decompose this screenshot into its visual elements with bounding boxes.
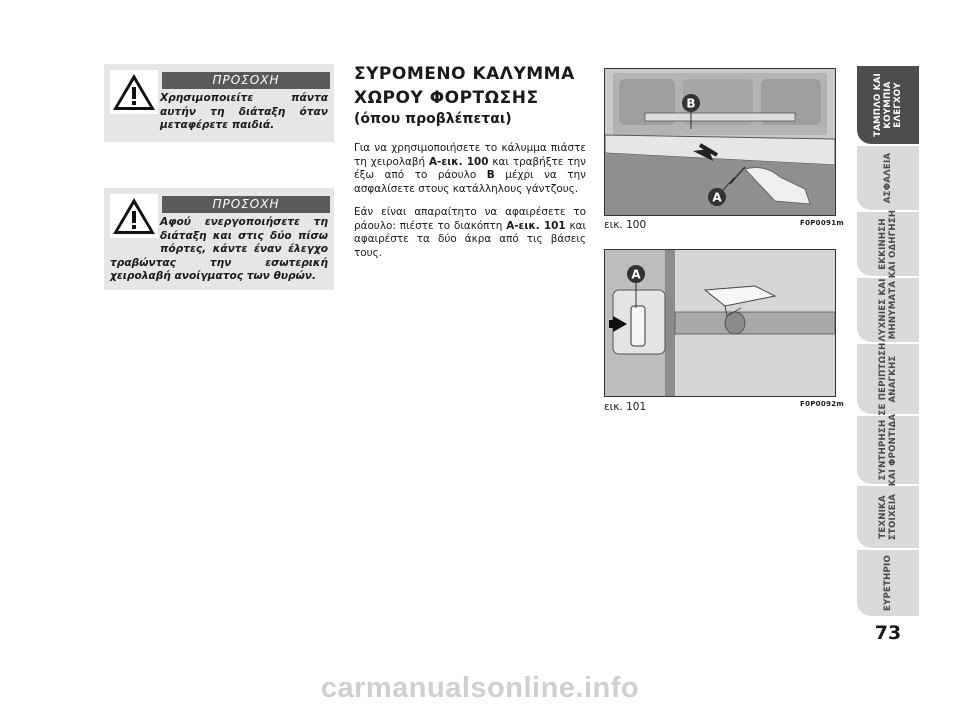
tab-starting-driving[interactable] (857, 209, 919, 279)
cargo-cover-illustration (605, 69, 835, 215)
paragraph-2-text-a: Εάν είναι απαραίτητο να αφαιρέσετε το ράουλο: πιέστε το διακόπτη (354, 206, 586, 232)
tab-maintenance[interactable] (857, 413, 919, 487)
paragraph-1-text-a: Για να χρησιμοποιήσετε το κάλυμμα πιάστε τη χειρολαβή (354, 142, 586, 168)
figure-100-caption: εικ. 100 (604, 219, 647, 231)
warning-header-1: ΠΡΟΣΟΧΗ (162, 72, 330, 89)
paragraph-1-text-c: μέχρι να την ασφαλίσετε στους κατάλληλους γάντζους. (354, 169, 586, 195)
paragraph-1-text-b: και τραβήξτε την έξω από το ράουλο (354, 155, 586, 182)
warning-box-2 (104, 188, 334, 290)
tab-safety[interactable] (857, 146, 919, 210)
paragraph-1-ref-a: A-εικ. 100 (429, 155, 489, 168)
tab-dashboard-controls[interactable] (857, 66, 919, 144)
tab-technical-data-label: ΤΕΧΝΙΚΑ ΣΤΟΙΧΕΙΑ (878, 493, 898, 541)
callout-a-label: A (631, 267, 641, 282)
tab-technical-data[interactable] (857, 486, 919, 548)
warning-text-2: Αφού ενεργοποιήσετε τη διάταξη και στις δύο πίσω πόρτες, κάντε έναν έλεγχο τραβώντας την εσωτερική χειρολαβή ανοίγματος των θυρών. (110, 216, 328, 282)
tab-warning-lights-label: ΛΥΧΝΙΕΣ ΚΑΙ ΜΗΝΥΜΑΤΑ (878, 278, 898, 342)
roller-switch-illustration (605, 250, 835, 396)
paragraph-1 (354, 142, 586, 196)
paragraph-2 (354, 206, 586, 260)
figure-100-image (604, 68, 836, 216)
warning-box-1 (104, 64, 334, 142)
tab-maintenance-label: ΣΥΝΤΗΡΗΣΗ ΚΑΙ ΦΡΟΝΤΙΔΑ (878, 413, 898, 487)
tab-emergency[interactable] (857, 344, 919, 414)
section-title: ΣΥΡΟΜΕΝΟ ΚΑΛΥΜΜΑ ΧΩΡΟΥ ΦΟΡΤΩΣΗΣ (354, 64, 575, 108)
tab-dashboard-controls-label: ΤΑΜΠΛΟ ΚΑΙ ΚΟΥΜΠΙΑ ΕΛΕΓΧΟΥ (873, 73, 903, 137)
tab-index-label: ΕΥΡΕΤΗΡΙΟ (883, 555, 893, 611)
tab-warning-lights[interactable] (857, 278, 919, 342)
paragraph-1-ref-b: B (486, 169, 495, 182)
warning-text-1: Χρησιμοποιείτε πάντα αυτήν τη διάταξη όταν μεταφέρετε παιδιά. (160, 92, 328, 131)
warning-header-2: ΠΡΟΣΟΧΗ (162, 196, 330, 213)
page-number: 73 (874, 622, 902, 644)
callout-b-label: B (686, 96, 696, 111)
tab-safety-label: ΑΣΦΑΛΕΙΑ (883, 152, 893, 204)
tab-emergency-label: ΣΕ ΠΕΡΙΠΤΩΣΗ ΑΝΑΓΚΗΣ (878, 342, 898, 416)
figure-100-code: F0P0091m (800, 219, 844, 227)
callout-a-label: A (712, 190, 722, 205)
figure-101-image (604, 249, 836, 397)
tab-starting-driving-label: ΕΚΚΙΝΗΣΗ ΚΑΙ ΟΔΗΓΗΣΗ (878, 209, 898, 279)
section-subtitle: (όπου προβλέπεται) (354, 111, 512, 127)
tab-index[interactable] (857, 550, 919, 616)
figure-101-caption: εικ. 101 (604, 401, 647, 413)
paragraph-2-text-b: και αφαιρέστε τα δύο άκρα από τις βάσεις τους. (354, 219, 586, 259)
figure-101-code: F0P0092m (800, 400, 844, 408)
paragraph-2-ref-a: A-εικ. 101 (506, 219, 566, 232)
watermark-text: carmanualsonline.info (320, 672, 640, 704)
